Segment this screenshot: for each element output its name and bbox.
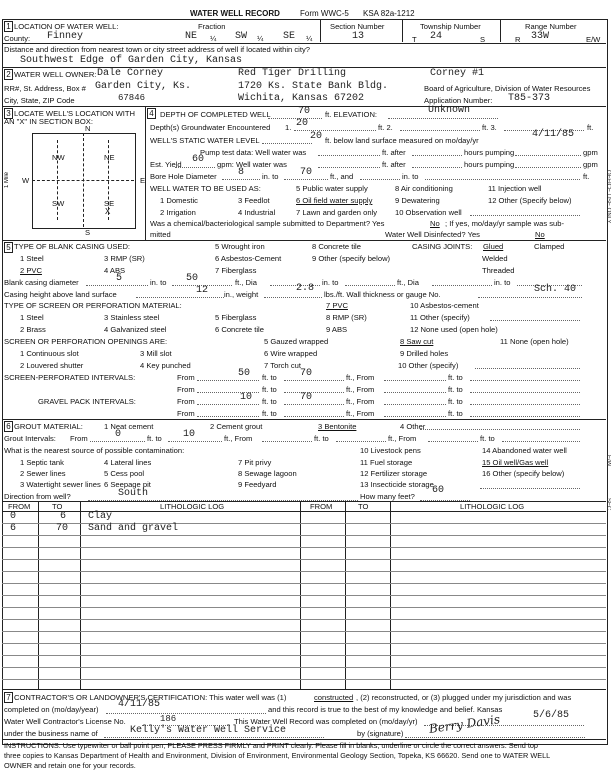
opening-key-punched[interactable]: 4 Key punched bbox=[140, 361, 191, 370]
opening-wire[interactable]: 6 Wire wrapped bbox=[264, 349, 318, 358]
log-row-1-from[interactable]: 0 bbox=[10, 511, 17, 522]
range-field[interactable]: 33W bbox=[531, 31, 550, 42]
casing-wrought-iron[interactable]: 5 Wrought iron bbox=[215, 242, 265, 251]
log-row-2-to[interactable]: 70 bbox=[56, 523, 69, 534]
direction-field[interactable]: South bbox=[118, 488, 149, 499]
casing-abs[interactable]: 4 ABS bbox=[104, 266, 126, 275]
source-cess-pool[interactable]: 5 Cess pool bbox=[104, 469, 145, 478]
yield-well-water-label: gpm: Well water was bbox=[217, 160, 287, 169]
quadrant-nw: NW bbox=[52, 153, 65, 162]
section-4-number: 4 bbox=[147, 108, 156, 119]
disinfected-label: Water Well Disinfected? Yes bbox=[385, 230, 480, 239]
grout-ft-to-2: ft. to bbox=[314, 434, 329, 443]
yield-gpm-label: gpm bbox=[583, 160, 598, 169]
source-lagoon[interactable]: 8 Sewage lagoon bbox=[238, 469, 297, 478]
source-sewer[interactable]: 2 Sewer lines bbox=[20, 469, 66, 478]
log-row-1-desc[interactable]: Clay bbox=[88, 511, 113, 522]
form-title: WATER WELL RECORD bbox=[190, 9, 280, 18]
use-lawn-garden[interactable]: 7 Lawn and garden only bbox=[296, 208, 378, 217]
opening-torch[interactable]: 7 Torch cut bbox=[264, 361, 302, 370]
grout-from-field[interactable]: 0 bbox=[115, 429, 122, 440]
gp-from-label: From bbox=[177, 397, 195, 406]
screen-concrete[interactable]: 6 Concrete tile bbox=[215, 325, 264, 334]
gravel-from-field[interactable]: 10 bbox=[240, 392, 253, 403]
screen-galvanized[interactable]: 4 Galvanized steel bbox=[104, 325, 167, 334]
fraction-3[interactable]: SE bbox=[283, 31, 296, 42]
chemical-sample-tail: ; If yes, mo/day/yr sample was sub- bbox=[445, 219, 565, 228]
use-injection-well[interactable]: 11 Injection well bbox=[488, 184, 542, 193]
grout-other[interactable]: 4 Other bbox=[400, 422, 426, 431]
screen-stainless[interactable]: 3 Stainless steel bbox=[104, 313, 160, 322]
pump-after-label: ft. after bbox=[382, 148, 406, 157]
submitted-label: mitted bbox=[150, 230, 171, 239]
feet-label: How many feet? bbox=[360, 492, 415, 501]
mile-scale: 1 Mile bbox=[4, 172, 10, 189]
cert-constructed[interactable]: constructed bbox=[314, 693, 354, 702]
joints-welded[interactable]: Welded bbox=[482, 254, 508, 263]
joints-glued[interactable]: Glued bbox=[483, 242, 504, 251]
county-field[interactable]: Finney bbox=[47, 31, 84, 42]
location-x-mark: X bbox=[105, 207, 111, 217]
compass-s: S bbox=[85, 228, 91, 237]
log-to-header: TO bbox=[52, 502, 63, 511]
screen-abs[interactable]: 9 ABS bbox=[326, 325, 348, 334]
quarter-mark-3: ¼ bbox=[306, 34, 313, 43]
use-dewatering[interactable]: 9 Dewatering bbox=[395, 196, 440, 205]
disinfected-no[interactable]: No bbox=[535, 230, 545, 239]
chemical-sample-no[interactable]: No bbox=[430, 219, 440, 228]
quadrant-ne: NE bbox=[104, 153, 115, 162]
fraction-label: Fraction bbox=[198, 22, 226, 31]
grout-to-field[interactable]: 10 bbox=[183, 429, 196, 440]
sp-ft-from: ft., From bbox=[346, 373, 375, 382]
casing-label: TYPE OF BLANK CASING USED: bbox=[14, 242, 131, 251]
completed-date-field[interactable]: 4/11/85 bbox=[118, 699, 161, 710]
joints-threaded[interactable]: Threaded bbox=[482, 266, 515, 275]
instructions-line-1: INSTRUCTIONS: Use typewriter or ball point pen, PLEASE PRESS FIRMLY and PRINT clearly. Please fill in blanks, underline or circle the correct answers. Send top bbox=[4, 741, 538, 750]
signature: Berry Davis bbox=[428, 712, 501, 736]
source-fuel[interactable]: 11 Fuel storage bbox=[360, 458, 413, 467]
instructions-line-3: OWNER and retain one for your records. bbox=[4, 761, 136, 770]
section-3-number: 3 bbox=[4, 108, 13, 119]
gravel-intervals-label: GRAVEL PACK INTERVALS: bbox=[38, 397, 136, 406]
source-oil-gas-well[interactable]: 15 Oil well/Gas well bbox=[482, 458, 549, 467]
compass-w: W bbox=[22, 176, 30, 185]
quadrant-sw: SW bbox=[52, 199, 65, 208]
gp-ft-to-2: ft. to bbox=[448, 397, 463, 406]
source-fertilizer[interactable]: 12 Fertilizer storage bbox=[360, 469, 428, 478]
log-row-2-from[interactable]: 6 bbox=[10, 523, 17, 534]
height-label: Casing height above land surface bbox=[4, 290, 117, 299]
depth-field[interactable]: 70 bbox=[298, 106, 311, 117]
locate-label-2: AN "X" IN SECTION BOX: bbox=[4, 117, 93, 126]
groundwater-2-label: ft. 2. bbox=[378, 123, 393, 132]
weight-label: in., weight bbox=[224, 290, 259, 299]
section-box[interactable] bbox=[32, 133, 136, 229]
static-level-label: WELL'S STATIC WATER LEVEL bbox=[150, 136, 260, 145]
direction-label: Direction from well? bbox=[4, 492, 71, 501]
log-to-header-2: TO bbox=[358, 502, 369, 511]
range-r: R bbox=[515, 35, 521, 44]
bore-field[interactable]: 8 bbox=[238, 167, 245, 178]
depth-label: DEPTH OF COMPLETED WELL bbox=[160, 110, 271, 119]
log-from-header: FROM bbox=[8, 502, 31, 511]
source-feedyard[interactable]: 9 Feedyard bbox=[238, 480, 277, 489]
use-domestic[interactable]: 1 Domestic bbox=[160, 196, 198, 205]
record-completed-label: This Water Well Record was completed on (mo/day/yr) bbox=[234, 717, 418, 726]
gp-ft-from: ft., From bbox=[346, 397, 375, 406]
log-lithology-header-2: LITHOLOGIC LOG bbox=[460, 502, 525, 511]
side-sec-label: SEC. bbox=[605, 498, 611, 513]
screen-rmp[interactable]: 8 RMP (SR) bbox=[326, 313, 367, 322]
sp-from-label: From bbox=[177, 373, 195, 382]
pump-test-label: Pump test data: Well water was bbox=[200, 148, 307, 157]
yield-label: Est. Yield bbox=[150, 160, 182, 169]
source-other[interactable]: 16 Other (specify below) bbox=[482, 469, 565, 478]
screen-fiberglass[interactable]: 5 Fiberglass bbox=[215, 313, 257, 322]
sp-ft-to: ft. to bbox=[262, 373, 277, 382]
grout-label: GROUT MATERIAL: bbox=[14, 422, 83, 431]
section-1-number: 1 bbox=[4, 21, 13, 32]
opening-gauzed[interactable]: 5 Gauzed wrapped bbox=[264, 337, 329, 346]
screen-asbestos[interactable]: 10 Asbestos-cement bbox=[410, 301, 479, 310]
opening-saw-cut[interactable]: 8 Saw cut bbox=[400, 337, 434, 346]
township-field[interactable]: 24 bbox=[430, 31, 443, 42]
elevation-field[interactable]: Unknown bbox=[428, 105, 471, 116]
board-label: Board of Agriculture, Division of Water Resources bbox=[424, 84, 591, 93]
city-zip-field[interactable]: 67846 bbox=[118, 93, 146, 103]
owner-label: WATER WELL OWNER: bbox=[14, 70, 97, 79]
yield-hours-label: hours pumping bbox=[464, 160, 515, 169]
screen-brass[interactable]: 2 Brass bbox=[20, 325, 46, 334]
gp-ft-to-4: ft. to bbox=[448, 409, 463, 418]
feet-field[interactable]: 60 bbox=[432, 485, 445, 496]
openings-label: SCREEN OR PERFORATION OPENINGS ARE: bbox=[4, 337, 168, 346]
wall-thickness-field[interactable]: Sch. 40 bbox=[534, 284, 577, 295]
log-row-1-to[interactable]: 6 bbox=[60, 511, 67, 522]
side-ew-label: E/W bbox=[605, 455, 611, 467]
bore-tail: ft., and bbox=[330, 172, 354, 181]
distance-field[interactable]: Southwest Edge of Garden City, Kansas bbox=[20, 55, 243, 66]
section-7-number: 7 bbox=[4, 692, 13, 703]
distance-label: Distance and direction from nearest town or city street address of well if located within city? bbox=[4, 45, 310, 54]
certification-label-3: and this record is true to the best of my knowledge and belief. Kansas bbox=[268, 705, 503, 714]
source-septic[interactable]: 1 Septic tank bbox=[20, 458, 64, 467]
wall-thickness-label: lbs./ft. Wall thickness or gauge No. bbox=[324, 290, 441, 299]
ksa-reference: KSA 82a-1212 bbox=[363, 9, 415, 18]
log-lithology-header: LITHOLOGIC LOG bbox=[160, 502, 225, 511]
location-label: LOCATION OF WATER WELL: bbox=[14, 22, 119, 31]
source-insecticide[interactable]: 13 Insecticide storage bbox=[360, 480, 434, 489]
diameter-label: Blank casing diameter bbox=[4, 278, 79, 287]
gp-ft-from-2: ft., From bbox=[346, 409, 375, 418]
bore-label: Bore Hole Diameter bbox=[150, 172, 217, 181]
bore-depth-field[interactable]: 70 bbox=[300, 167, 313, 178]
grout-neat-cement[interactable]: 1 Neat cement bbox=[104, 422, 154, 431]
contamination-label: What is the nearest source of possible contamination: bbox=[4, 446, 185, 455]
log-from-header-2: FROM bbox=[310, 502, 333, 511]
diameter-in-to-2: in. to bbox=[322, 278, 339, 287]
compass-e: E bbox=[140, 176, 146, 185]
screen-none[interactable]: 12 None used (open hole) bbox=[410, 325, 498, 334]
opening-mill-slot[interactable]: 3 Mill slot bbox=[140, 349, 172, 358]
address-field[interactable]: Garden City, Ks. bbox=[95, 81, 192, 92]
bore-ft: ft. bbox=[583, 172, 590, 181]
city-field-2[interactable]: Wichita, Kansas 67202 bbox=[238, 93, 365, 104]
township-s: S bbox=[480, 35, 486, 44]
record-date-field[interactable]: 5/6/85 bbox=[533, 710, 570, 721]
section-5-number: 5 bbox=[4, 242, 13, 253]
source-seepage[interactable]: 6 Seepage pit bbox=[104, 480, 151, 489]
casing-asbestos[interactable]: 6 Asbestos-Cement bbox=[215, 254, 282, 263]
diameter-field[interactable]: 5 bbox=[116, 273, 123, 284]
weight-field[interactable]: 2.8 bbox=[296, 283, 315, 294]
address-label: RR#, St. Address, Box # bbox=[4, 84, 86, 93]
use-observation[interactable]: 10 Observation well bbox=[395, 208, 462, 217]
pump-gpm-label: gpm bbox=[583, 148, 598, 157]
township-t: T bbox=[412, 35, 417, 44]
application-label: Application Number: bbox=[424, 96, 493, 105]
screen-steel[interactable]: 1 Steel bbox=[20, 313, 44, 322]
joints-clamped[interactable]: Clamped bbox=[534, 242, 565, 251]
screen-material-label: TYPE OF SCREEN OR PERFORATION MATERIAL: bbox=[4, 301, 182, 310]
business-name-label: under the business name of bbox=[4, 729, 98, 738]
casing-rmp[interactable]: 3 RMP (SR) bbox=[104, 254, 145, 263]
groundwater-ft: ft. bbox=[587, 123, 594, 132]
quarter-mark-2: ¼ bbox=[257, 34, 264, 43]
section-6-number: 6 bbox=[4, 421, 13, 432]
instructions-line-2: three copies to Kansas Department of Health and Environment, Division of Environment, Environmental Geology Section, Topeka, KS 66620. Send one to WATER WELL bbox=[4, 751, 551, 760]
address-field-2[interactable]: 1720 Ks. State Bank Bldg. bbox=[238, 81, 389, 92]
screen-other[interactable]: 11 Other (specify) bbox=[410, 313, 470, 322]
fraction-2[interactable]: SW bbox=[235, 31, 248, 42]
sp-ft-to-2: ft. to bbox=[448, 373, 463, 382]
opening-louvered[interactable]: 2 Louvered shutter bbox=[20, 361, 84, 370]
static-date-field[interactable]: 4/11/85 bbox=[532, 129, 575, 140]
grout-ft-from: ft., From bbox=[224, 434, 253, 443]
quadrant-se: SE bbox=[104, 199, 115, 208]
casing-steel[interactable]: 1 Steel bbox=[20, 254, 44, 263]
screen-pvc[interactable]: 7 PVC bbox=[326, 301, 348, 310]
sp-ft-to-4: ft. to bbox=[448, 385, 463, 394]
log-row-2-desc[interactable]: Sand and gravel bbox=[88, 523, 179, 534]
completed-label: completed on (mo/day/year) bbox=[4, 705, 99, 714]
grout-ft-from-2: ft., From bbox=[388, 434, 417, 443]
groundwater-1-field[interactable]: 20 bbox=[296, 118, 309, 129]
sp-from-label-2: From bbox=[177, 385, 195, 394]
section-2-number: 2 bbox=[4, 69, 13, 80]
compass-n: N bbox=[85, 124, 91, 133]
use-feedlot[interactable]: 3 Feedlot bbox=[238, 196, 270, 205]
range-ew: E/W bbox=[586, 35, 601, 44]
screen-intervals-label: SCREEN-PERFORATED INTERVALS: bbox=[4, 373, 136, 382]
static-level-field[interactable]: 20 bbox=[310, 131, 323, 142]
elevation-label: ft. ELEVATION: bbox=[325, 110, 378, 119]
quarter-mark-1: ¼ bbox=[210, 34, 217, 43]
source-lateral[interactable]: 4 Lateral lines bbox=[104, 458, 152, 467]
grout-from-label: From bbox=[70, 434, 88, 443]
range-label: Range Number bbox=[525, 22, 577, 31]
groundwater-1-label: 1. bbox=[285, 123, 292, 132]
use-public-water[interactable]: 5 Public water supply bbox=[296, 184, 368, 193]
source-livestock[interactable]: 10 Livestock pens bbox=[360, 446, 421, 455]
owner-field-2[interactable]: Red Tiger Drilling bbox=[238, 68, 347, 79]
grout-ft-to: ft. to bbox=[147, 434, 162, 443]
screen-from-field[interactable]: 50 bbox=[238, 368, 251, 379]
diameter-in-to: in. to bbox=[150, 278, 167, 287]
chemical-sample-label: Was a chemical/bacteriological sample submitted to Department? Yes bbox=[150, 219, 385, 228]
bore-in-to: in. to bbox=[402, 172, 419, 181]
city-label: City, State, ZIP Code bbox=[4, 96, 75, 105]
form-number: Form WWC-5 bbox=[300, 9, 349, 18]
height-field[interactable]: 12 bbox=[196, 285, 209, 296]
opening-other[interactable]: 10 Other (specify) bbox=[398, 361, 459, 370]
yield-field[interactable]: 60 bbox=[192, 154, 205, 165]
gp-ft-to-3: ft. to bbox=[262, 409, 277, 418]
source-abandoned-well[interactable]: 14 Abandoned water well bbox=[482, 446, 567, 455]
locate-label-1: LOCATE WELL'S LOCATION WITH bbox=[14, 109, 135, 118]
opening-none[interactable]: 11 None (open hole) bbox=[500, 337, 569, 346]
signature-label: by (signature) bbox=[357, 729, 404, 738]
gravel-to-field[interactable]: 70 bbox=[300, 392, 313, 403]
section-number-field[interactable]: 13 bbox=[352, 31, 365, 42]
certification-label-2: , (2) reconstructed, or (3) plugged under my jurisdiction and was bbox=[356, 693, 572, 702]
grout-intervals-label: Grout Intervals: bbox=[4, 434, 56, 443]
opening-drilled[interactable]: 9 Drilled holes bbox=[400, 349, 449, 358]
yield-after-label: ft. after bbox=[382, 160, 406, 169]
opening-continuous[interactable]: 1 Continuous slot bbox=[20, 349, 79, 358]
use-irrigation[interactable]: 2 Irrigation bbox=[160, 208, 196, 217]
source-privy[interactable]: 7 Pit privy bbox=[238, 458, 272, 467]
bore-to-label: in. to bbox=[262, 172, 279, 181]
diameter-ft-dia-2: ft., Dia bbox=[397, 278, 419, 287]
joints-label: CASING JOINTS: bbox=[412, 242, 473, 251]
use-air-conditioning[interactable]: 8 Air conditioning bbox=[395, 184, 453, 193]
source-watertight[interactable]: 3 Watertight sewer lines bbox=[20, 480, 101, 489]
application-field[interactable]: T85-373 bbox=[508, 93, 551, 104]
groundwater-label: Depth(s) Groundwater Encountered bbox=[150, 123, 271, 132]
county-label: County: bbox=[4, 34, 31, 43]
pump-hours-label: hours pumping bbox=[464, 148, 515, 157]
groundwater-3-label: ft. 3. bbox=[482, 123, 497, 132]
gp-from-label-2: From bbox=[177, 409, 195, 418]
township-label: Township Number bbox=[420, 22, 481, 31]
grout-cement[interactable]: 2 Cement grout bbox=[210, 422, 263, 431]
license-field[interactable]: 186 bbox=[160, 714, 177, 724]
casing-pvc[interactable]: 2 PVC bbox=[20, 266, 42, 275]
casing-concrete-tile[interactable]: 8 Concrete tile bbox=[312, 242, 361, 251]
sp-ft-to-3: ft. to bbox=[262, 385, 277, 394]
well-name-field[interactable]: Corney #1 bbox=[430, 68, 485, 79]
diameter-ft-dia: ft., Dia bbox=[235, 278, 257, 287]
section-number-label: Section Number bbox=[330, 22, 385, 31]
use-industrial[interactable]: 4 Industrial bbox=[238, 208, 276, 217]
office-use-side-label: OFFICE USE ONLY bbox=[605, 170, 611, 224]
diameter-in-to-3: in. to bbox=[494, 278, 511, 287]
diameter-depth-field[interactable]: 50 bbox=[186, 273, 199, 284]
screen-to-field[interactable]: 70 bbox=[300, 368, 313, 379]
license-label: Water Well Contractor's License No. bbox=[4, 717, 126, 726]
fraction-1[interactable]: NE bbox=[185, 31, 198, 42]
casing-fiberglass[interactable]: 7 Fiberglass bbox=[215, 266, 257, 275]
sp-ft-from-2: ft., From bbox=[346, 385, 375, 394]
owner-field[interactable]: Dale Corney bbox=[97, 68, 164, 79]
grout-ft-to-3: ft. to bbox=[480, 434, 495, 443]
business-name-field[interactable]: Kelly's Water Well Service bbox=[130, 725, 287, 736]
use-other[interactable]: 12 Other (Specify below) bbox=[488, 196, 572, 205]
static-level-tail: ft. below land surface measured on mo/day/yr bbox=[325, 136, 479, 145]
certification-label: CONTRACTOR'S OR LANDOWNER'S CERTIFICATION: This water well was (1) bbox=[14, 693, 287, 702]
casing-other[interactable]: 9 Other (specify below) bbox=[312, 254, 391, 263]
use-oil-field[interactable]: 6 Oil field water supply bbox=[296, 196, 373, 205]
use-label: WELL WATER TO BE USED AS: bbox=[150, 184, 261, 193]
gp-ft-to: ft. to bbox=[262, 397, 277, 406]
grout-bentonite[interactable]: 3 Bentonite bbox=[318, 422, 357, 431]
